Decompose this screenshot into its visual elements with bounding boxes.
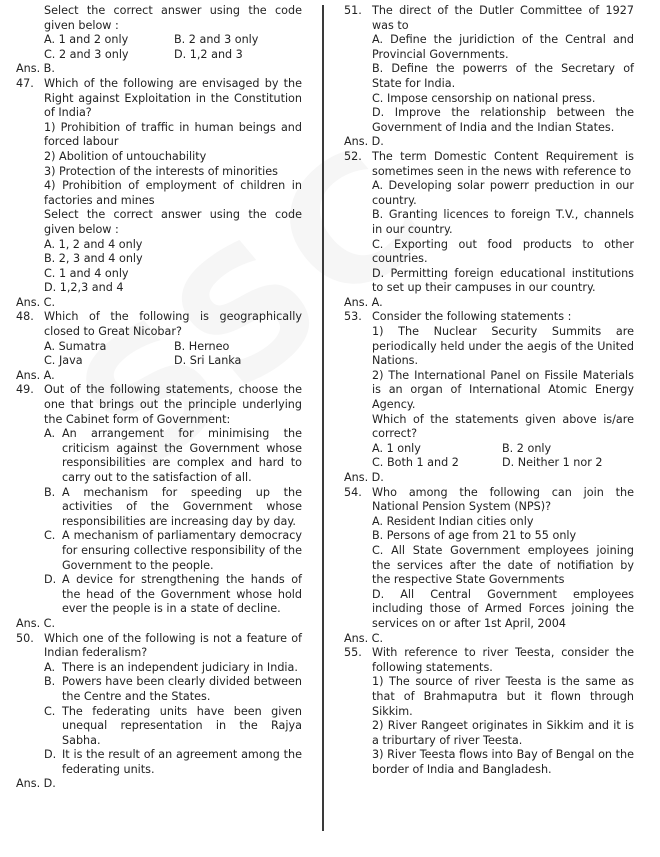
question-48 bbox=[16, 310, 302, 383]
question-46-tail bbox=[16, 4, 302, 77]
question-number: 54. bbox=[344, 485, 362, 499]
option-d: D. It is the result of an agreement among the federating units. bbox=[44, 748, 302, 776]
question-text: 55. With reference to river Teesta, consider the following statements. bbox=[344, 646, 634, 674]
option-d: D. All Central Government employees including those of Armed Forces joining the services on or after 1st April, 2004 bbox=[372, 587, 635, 630]
answer: Ans. C. bbox=[16, 295, 56, 309]
answer: Ans. D. bbox=[344, 471, 384, 484]
statement-2: 2) River Rangeet originates in Sikkim and it is a triburtary of river Teesta. bbox=[372, 719, 634, 747]
question-text: 49. Out of the following statements, choose the one that brings out the principle underlying the Cabinet form of Government: bbox=[16, 383, 302, 426]
option-c: C. 1 and 4 only bbox=[44, 266, 129, 280]
statement-1: 1) The Nuclear Security Summits are periodically held under the aegis of the United Nations. bbox=[372, 325, 634, 368]
statement-2: 2) Abolition of untouchability bbox=[44, 149, 207, 163]
question-number: 51. bbox=[344, 4, 362, 17]
question-47 bbox=[16, 77, 302, 311]
option-c: C. Exporting out food products to other countries. bbox=[372, 237, 634, 266]
answer: Ans. A. bbox=[16, 368, 55, 382]
answer: Ans. A. bbox=[344, 295, 383, 309]
statement-3: 3) Protection of the interests of minorities bbox=[44, 164, 278, 178]
option-b: B. 2 only bbox=[502, 441, 552, 455]
option-c: C. 2 and 3 only bbox=[44, 47, 129, 61]
options-grid bbox=[16, 340, 302, 369]
question-number: 55. bbox=[344, 646, 362, 660]
option-c: C. Impose censorship on national press. bbox=[372, 91, 596, 105]
question-53 bbox=[344, 310, 634, 485]
option-b: B. 2 and 3 only bbox=[174, 33, 259, 47]
question-text: 51. The direct of the Dutler Committee of 1927 was to bbox=[344, 4, 634, 32]
option-b: B. Granting licences to foreign T.V., channels in our country. bbox=[372, 208, 634, 236]
option-d: D. 1,2,3 and 4 bbox=[44, 281, 124, 295]
question-text: 48. Which of the following is geographically closed to Great Nicobar? bbox=[16, 310, 302, 339]
option-a: A. Sumatra bbox=[44, 339, 107, 353]
question-55 bbox=[344, 646, 634, 777]
answer: Ans. C. bbox=[16, 616, 56, 630]
option-d: D. Improve the relationship between the Government of India and the Indian States. bbox=[372, 106, 634, 134]
option-c: C. The federating units have been given unequal representation in the Rajya Sabha. bbox=[44, 704, 302, 747]
question-number: 53. bbox=[344, 310, 362, 324]
question-number: 52. bbox=[344, 149, 362, 163]
option-a: A. 1 and 2 only bbox=[44, 33, 129, 47]
option-a: A. 1, 2 and 4 only bbox=[44, 237, 143, 251]
option-b: B. 2, 3 and 4 only bbox=[44, 252, 143, 266]
statement-1: 1) Prohibition of traffic in human beings and forced labour bbox=[44, 120, 302, 149]
question-text: 47. Which of the following are envisaged by the Right against Exploitation in the Constitution of India? bbox=[16, 76, 302, 120]
option-d: D. Neither 1 nor 2 bbox=[502, 456, 603, 470]
question-51 bbox=[344, 4, 634, 150]
option-d: D. Permitting foreign educational institutions to set up their campuses in our country. bbox=[372, 266, 634, 295]
option-b: B. A mechanism for speeding up the activities of the Government whose responsibilities are increasing day by day. bbox=[44, 485, 302, 528]
question-text: 50. Which one of the following is not a feature of Indian federalism? bbox=[16, 631, 302, 660]
option-a: A. Define the juridiction of the Central and Provincial Governments. bbox=[372, 33, 634, 61]
answer: Ans. C. bbox=[344, 631, 384, 645]
option-c: C. Java bbox=[44, 354, 83, 368]
answer: Ans. B. bbox=[16, 62, 55, 76]
statement-3: 3) River Teesta flows into Bay of Bengal on the border of India and Bangladesh. bbox=[372, 748, 634, 776]
statement-2: 2) The International Panel on Fissile Materials is an organ of International Atomic Energy Agency. bbox=[372, 368, 634, 412]
option-a: A. Developing solar powerr preduction in our country. bbox=[372, 179, 635, 207]
option-d: D. Sri Lanka bbox=[174, 354, 242, 368]
question-number: 47. bbox=[16, 76, 34, 90]
answer: Ans. D. bbox=[16, 777, 56, 791]
question-52 bbox=[344, 150, 634, 311]
question-number: 50. bbox=[16, 631, 34, 645]
question-number: 48. bbox=[16, 310, 34, 324]
option-c: C. All State Government employees joining the services after the date of notifiation by the respective State Governments bbox=[372, 543, 634, 587]
option-b: B. Powers have been clearly divided between the Centre and the States. bbox=[44, 675, 302, 703]
question-49 bbox=[16, 383, 302, 631]
right-column bbox=[344, 4, 634, 777]
option-a: A. Resident Indian cities only bbox=[372, 514, 534, 528]
question-text: 53. Consider the following statements : bbox=[344, 310, 572, 324]
option-a: A. An arrangement for minimising the criticism against the Government whose responsibilities are complex and hard to carry out to the satisfaction of all. bbox=[44, 427, 302, 484]
question-text: 54. Who among the following can join the National Pension System (NPS)? bbox=[344, 485, 634, 514]
options-grid bbox=[344, 442, 634, 471]
option-b: B. Define the powerrs of the Secretary of State for India. bbox=[372, 62, 634, 90]
options-grid bbox=[16, 33, 302, 62]
answer: Ans. D. bbox=[344, 135, 384, 149]
column-divider bbox=[322, 5, 324, 831]
option-c: C. A mechanism of parliamentary democracy for ensuring collective responsibility of the Government to the people. bbox=[44, 529, 302, 572]
instruction: Select the correct answer using the code given below : bbox=[44, 4, 302, 32]
question-number: 49. bbox=[16, 383, 34, 397]
question-text: 52. The term Domestic Content Requirement is sometimes seen in the news with reference to bbox=[344, 149, 634, 178]
option-d: D. 1,2 and 3 bbox=[174, 47, 243, 61]
option-d: D. A device for strengthening the hands of the head of the Government whose hold ever the people is in a state of decline. bbox=[44, 573, 302, 616]
instruction: Which of the statements given above is/are correct? bbox=[372, 412, 634, 441]
question-50 bbox=[16, 632, 302, 793]
option-a: A. There is an independent judiciary in India. bbox=[44, 660, 298, 674]
instruction: Select the correct answer using the code given below : bbox=[44, 208, 302, 236]
left-column bbox=[16, 4, 302, 792]
option-b: B. Herneo bbox=[174, 339, 230, 353]
question-54 bbox=[344, 486, 634, 647]
option-c: C. Both 1 and 2 bbox=[372, 456, 459, 470]
option-a: A. 1 only bbox=[372, 441, 421, 455]
statement-4: 4) Prohibition of employment of children in factories and mines bbox=[44, 179, 302, 207]
option-b: B. Persons of age from 21 to 55 only bbox=[372, 529, 577, 543]
statement-1: 1) The source of river Teesta is the same as that of Brahmaputra but it flown through Sikkim. bbox=[372, 675, 634, 718]
